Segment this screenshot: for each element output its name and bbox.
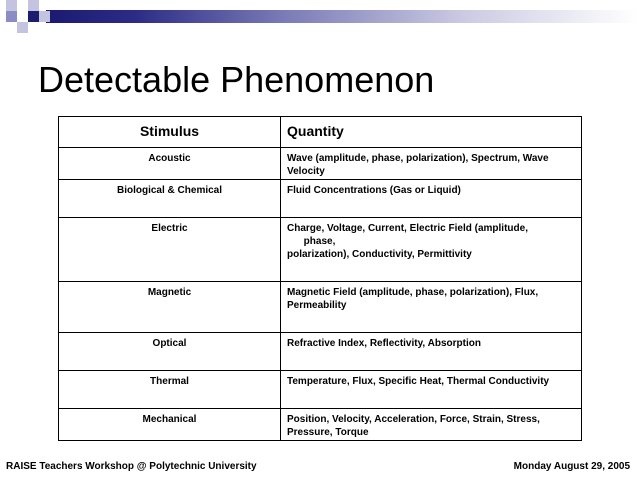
quantity-cell: Temperature, Flux, Specific Heat, Thermal Conductivity <box>281 371 582 409</box>
slide-title: Detectable Phenomenon <box>38 59 435 100</box>
quantity-cell: Position, Velocity, Acceleration, Force, Strain, Stress, Pressure, Torque <box>281 409 582 441</box>
stimulus-cell: Optical <box>59 333 281 371</box>
table-row <box>59 282 582 333</box>
quantity-cell: Refractive Index, Reflectivity, Absorption <box>281 333 582 371</box>
column-header-quantity: Quantity <box>281 117 582 148</box>
decor-square <box>28 11 39 22</box>
stimulus-cell: Acoustic <box>59 148 281 180</box>
quantity-cell: Wave (amplitude, phase, polarization), Spectrum, Wave Velocity <box>281 148 582 180</box>
decor-square <box>6 11 17 22</box>
stimulus-cell: Magnetic <box>59 282 281 333</box>
decor-square <box>28 0 39 11</box>
quantity-cell: Fluid Concentrations (Gas or Liquid) <box>281 180 582 218</box>
quantity-cell: Magnetic Field (amplitude, phase, polarization), Flux, Permeability <box>281 282 582 333</box>
stimulus-cell: Mechanical <box>59 409 281 441</box>
header-gradient-bar <box>46 10 638 23</box>
stimulus-cell: Thermal <box>59 371 281 409</box>
table-row <box>59 180 582 218</box>
table-row <box>59 148 582 180</box>
decor-square <box>17 22 28 33</box>
table-row <box>59 333 582 371</box>
footer-workshop-text: RAISE Teachers Workshop @ Polytechnic University <box>6 461 257 472</box>
decor-square <box>39 11 50 22</box>
stimulus-cell: Electric <box>59 218 281 282</box>
table-row <box>59 218 582 282</box>
footer-date-text: Monday August 29, 2005 <box>513 461 630 472</box>
decor-square <box>6 0 17 11</box>
phenomenon-table <box>58 116 582 441</box>
table-header-row <box>59 117 582 148</box>
stimulus-cell: Biological & Chemical <box>59 180 281 218</box>
table-row <box>59 371 582 409</box>
column-header-stimulus: Stimulus <box>59 117 281 148</box>
table-row <box>59 409 582 441</box>
quantity-cell: Charge, Voltage, Current, Electric Field (amplitude, phase, polarization), Conductivity, Permittivity <box>281 218 582 282</box>
